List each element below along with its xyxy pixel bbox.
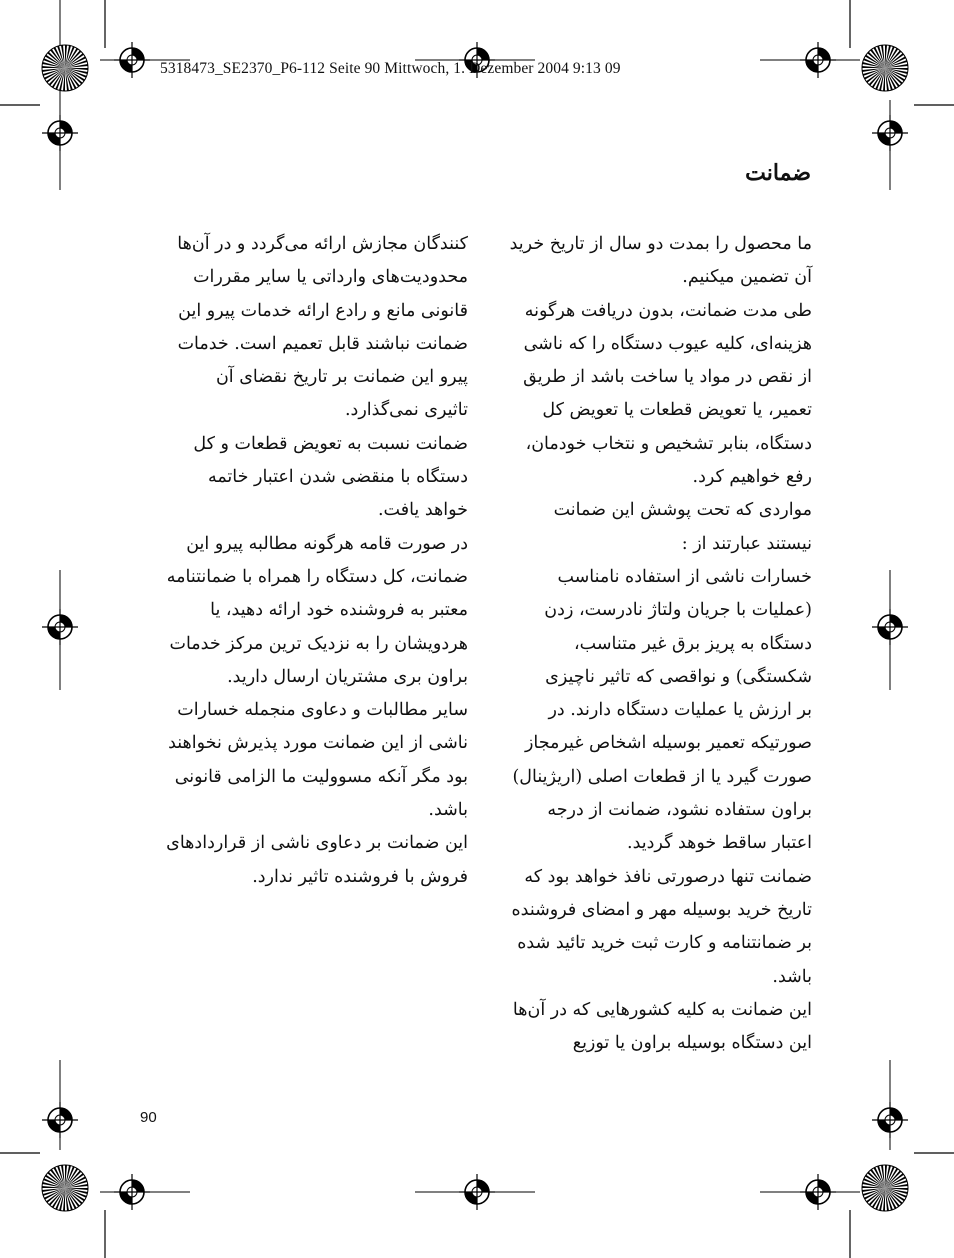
text-line: هزینه‌ای، کلیه عیوب دستگاه را که ناشی: [523, 333, 812, 354]
text-line: دستگاه به پریز برق غیر متناسب،: [574, 633, 812, 654]
radial-starburst-icon: [862, 1165, 908, 1211]
radial-starburst-icon: [42, 45, 88, 91]
text-line: باشد.: [772, 966, 812, 987]
text-line: دستگاه با منقضی شدن اعتبار خاتمه: [207, 467, 468, 488]
text-line: تاثیری نمی‌گذارد.: [344, 400, 468, 421]
text-line: پیرو این ضمانت بر تاریخ نقضای آن: [215, 367, 468, 388]
text-line: (عملیات با جریان ولتاژ نادرست، زدن: [544, 600, 812, 621]
text-line: بود مگر آنکه مسوولیت ما الزامی قانونی: [174, 766, 468, 787]
text-line: بر ضمانتنامه و کارت ثبت خرید تائید شده: [517, 933, 812, 954]
text-line: ضمانت تنها درصورتی نافذ خواهد بود که: [524, 866, 812, 887]
text-line: طی مدت ضمانت، بدون دریافت هرگونه: [524, 300, 812, 321]
text-line: دستگاه، بنابر تشخیص و نتخاب خودمان،: [525, 433, 812, 454]
text-line: براون ستفاده نشود، ضمانت از درجه: [547, 800, 812, 821]
print-info-header: 5318473_SE2370_P6-112 Seite 90 Mittwoch, 1. Dezember 2004 9:13 09: [160, 60, 621, 77]
text-column-left: [140, 228, 468, 894]
text-line: ضمانت نباشند قابل تعمیم است. خدمات: [177, 333, 468, 354]
text-line: آن تضمین میکنیم.: [682, 267, 812, 288]
radial-starburst-icon: [862, 45, 908, 91]
text-line: این ضمانت به کلیه کشورهایی که در آن‌ها: [512, 999, 812, 1020]
text-line: تاریخ خرید بوسیله مهر و امضای فروشنده: [511, 899, 812, 920]
text-line: در صورت قامه هرگونه مطالبه پیرو این: [186, 533, 468, 554]
text-line: از نقص در مواد یا ساخت باشد از طریق: [523, 367, 812, 388]
radial-starburst-icon: [42, 1165, 88, 1211]
text-line: محدودیت‌های وارداتی یا سایر مقررات: [193, 267, 468, 288]
text-line: صورت گیرد یا از قطعات اصلی (اریژینال): [512, 766, 812, 787]
text-line: خسارات ناشی از استفاده نامناسب: [557, 566, 812, 587]
text-line: ما محصول را بمدت دو سال از تاریخ خرید: [509, 234, 812, 254]
text-line: شکستگی) و نواقصی که تاثیر ناچیزی: [545, 666, 812, 687]
page-number: 90: [140, 1109, 157, 1126]
text-line: باشد.: [428, 800, 468, 821]
crosshair-circle-icon: [872, 609, 908, 645]
text-line: کنندگان مجازش ارائه می‌گردد و در آن‌ها: [177, 234, 468, 254]
text-line: ضمانت، کل دستگاه را همراه با ضمانتنامه: [166, 566, 468, 587]
text-line: بر ارزش یا عملیات دستگاه دارند. در: [548, 700, 812, 721]
text-line: نیستند عبارتند از :: [681, 533, 812, 554]
text-line: مواردی که تحت پوشش این ضمانت: [553, 500, 812, 521]
text-line: براون بری مشتریان ارسال دارید.: [227, 666, 468, 687]
text-column-right: [487, 228, 812, 1060]
text-line: تعمیر، یا تعویض قطعات یا تعویض کل: [542, 400, 812, 421]
text-line: صورتیکه تعمیر بوسیله اشخاص غیرمجاز: [524, 733, 812, 754]
text-line: سایر مطالبات و دعاوی منجمله خسارات: [177, 700, 468, 721]
page-title: ضمانت: [745, 160, 811, 186]
text-line: معتبر به فروشنده خود ارائه دهید، یا: [210, 600, 468, 621]
text-line: قانونی مانع و رادع ارائه خدمات پیرو این: [178, 300, 468, 321]
text-line: این دستگاه بوسیله براون یا توزیع: [572, 1033, 812, 1054]
text-line: ضمانت نسبت به تعویض قطعات و کل: [193, 433, 468, 454]
text-line: فروش با فروشنده تاثیر ندارد.: [252, 866, 468, 887]
crosshair-circle-icon: [42, 609, 78, 645]
text-line: اعتبار ساقط خوهد گردید.: [627, 833, 812, 854]
text-line: رفع خواهیم کرد.: [692, 467, 812, 488]
text-line: خواهد یافت.: [377, 500, 468, 521]
text-line: این ضمانت بر دعاوی ناشی از قراردادهای: [166, 833, 468, 854]
text-line: هردویشان را به نزدیک ترین مرکز خدمات: [169, 633, 468, 654]
crosshair-circle-icon: [459, 1174, 495, 1210]
text-line: ناشی از این ضمانت مورد پذیرش نخواهند: [168, 733, 468, 754]
